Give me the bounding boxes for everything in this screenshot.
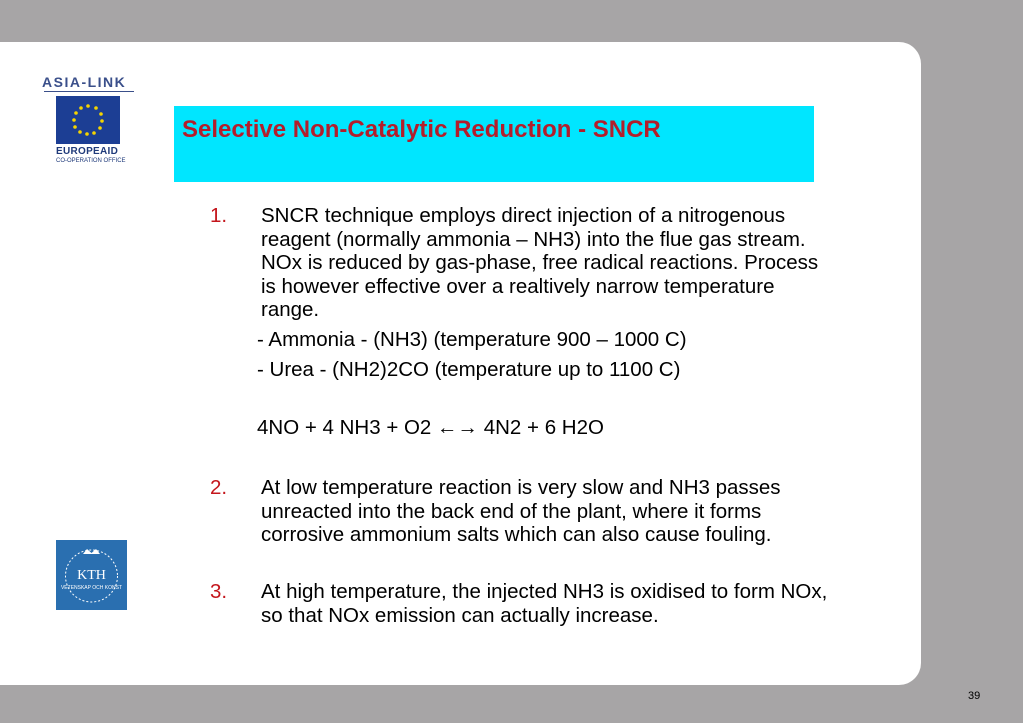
ammonia-line: - Ammonia - (NH3) (temperature 900 – 1000 C): [257, 328, 687, 351]
asia-link-logo: [42, 72, 138, 172]
text-line: so that NOx emission can actually increase.: [261, 603, 659, 627]
text-line: range.: [261, 298, 320, 321]
list-number: 1.: [210, 204, 228, 227]
text-line: unreacted into the back end of the plant, where it forms: [261, 499, 762, 523]
eu-flag-icon: [56, 96, 120, 144]
text-line: is however effective over a realtively narrow temperature: [261, 274, 775, 298]
text-line: At low temperature reaction is very slow and NH3 passes: [261, 476, 781, 499]
text-line: corrosive ammonium salts which can also cause fouling.: [261, 523, 772, 546]
text-line: At high temperature, the injected NH3 is oxidised to form NOx,: [261, 580, 828, 603]
kth-logo: [56, 540, 127, 610]
list-number: 2.: [210, 476, 228, 499]
kth-wordmark: KTH: [77, 568, 106, 583]
reaction-equation: 4NO + 4 NH3 + O2 ←→ 4N2 + 6 H2O: [257, 416, 604, 439]
list-text: [261, 476, 951, 547]
slide-title: Selective Non-Catalytic Reduction - SNCR: [182, 116, 661, 143]
cooperation-office-label: CO-OPERATION OFFICE: [56, 158, 126, 164]
title-banner: [174, 106, 814, 182]
text-line: reagent (normally ammonia – NH3) into the flue gas stream.: [261, 227, 806, 251]
page-number: 39: [968, 690, 981, 702]
list-number: 3.: [210, 580, 228, 603]
urea-line: - Urea - (NH2)2CO (temperature up to 1100 C): [257, 358, 681, 381]
asia-link-wordmark: ASIA-LINK: [42, 74, 127, 90]
list-text: [261, 580, 951, 627]
list-text: [261, 204, 951, 322]
europeaid-wordmark: EUROPEAID: [56, 146, 119, 157]
text-line: SNCR technique employs direct injection of a nitrogenous: [261, 204, 786, 227]
kth-motto: VETENSKAP OCH KONST: [60, 585, 123, 591]
asia-link-underline: [44, 91, 134, 92]
text-line: NOx is reduced by gas-phase, free radical reactions. Process: [261, 251, 819, 274]
